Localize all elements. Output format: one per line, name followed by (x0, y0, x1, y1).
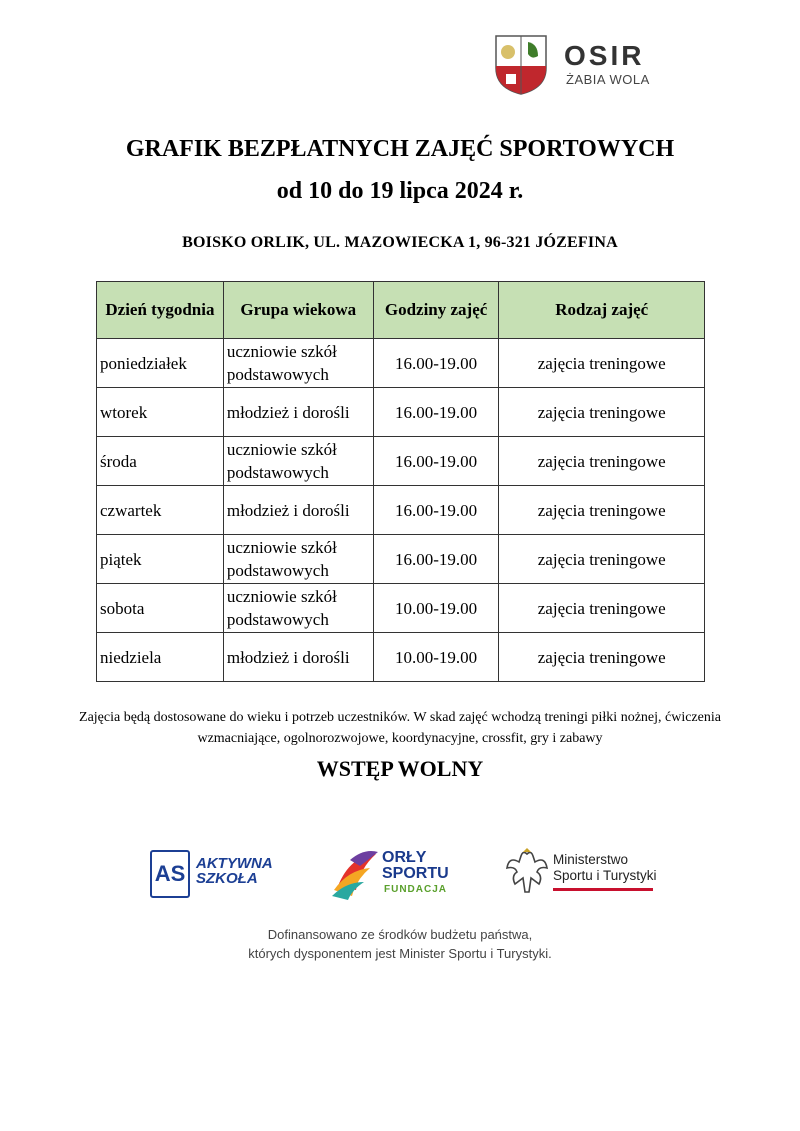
header-group: Grupa wiekowa (223, 282, 373, 339)
table-row (97, 388, 705, 437)
cell-kind: zajęcia treningowe (499, 486, 705, 535)
table-row (97, 339, 705, 388)
cell-group: młodzież i dorośli (223, 486, 373, 535)
cell-day: poniedziałek (97, 339, 224, 388)
orly-line2: SPORTU (382, 865, 449, 882)
osir-logo (564, 40, 664, 90)
ministry-text (553, 852, 657, 884)
ministry-line2: Sportu i Turystyki (553, 868, 657, 883)
sponsor-logos (0, 840, 800, 910)
cell-group: młodzież i dorośli (223, 633, 373, 682)
ministry-line1: Ministerstwo (553, 852, 629, 867)
cell-group: uczniowie szkół podstawowych (223, 535, 373, 584)
table-row (97, 584, 705, 633)
cell-kind: zajęcia treningowe (499, 339, 705, 388)
address: BOISKO ORLIK, UL. MAZOWIECKA 1, 96-321 JÓZEFINA (182, 234, 618, 251)
table-row (97, 535, 705, 584)
white-eagle-emblem-icon (505, 848, 549, 896)
cell-hours: 10.00-19.00 (373, 584, 499, 633)
cell-kind: zajęcia treningowe (499, 535, 705, 584)
orly-fundacja: FUNDACJA (384, 884, 447, 895)
date-range: od 10 do 19 lipca 2024 r. (276, 178, 524, 204)
cell-day: wtorek (97, 388, 224, 437)
table-row (97, 633, 705, 682)
header-hours: Godziny zajęć (373, 282, 499, 339)
coat-of-arms-icon (494, 34, 548, 96)
orly-text (382, 850, 449, 882)
funding-note (0, 925, 800, 963)
cell-day: środa (97, 437, 224, 486)
cell-hours: 16.00-19.00 (373, 388, 499, 437)
cell-kind: zajęcia treningowe (499, 388, 705, 437)
as-line2: SZKOŁA (196, 870, 258, 887)
page-title: GRAFIK BEZPŁATNYCH ZAJĘĆ SPORTOWYCH (125, 136, 675, 162)
cell-day: piątek (97, 535, 224, 584)
aktywna-szkola-logo (150, 850, 273, 900)
table-row (97, 486, 705, 535)
schedule-table (96, 281, 705, 682)
ministry-logo (505, 848, 665, 908)
header-logos (494, 34, 664, 98)
cell-hours: 16.00-19.00 (373, 339, 499, 388)
cell-kind: zajęcia treningowe (499, 584, 705, 633)
header-day: Dzień tygodnia (97, 282, 224, 339)
cell-hours: 16.00-19.00 (373, 535, 499, 584)
table-header-row (97, 282, 705, 339)
cell-hours: 10.00-19.00 (373, 633, 499, 682)
orly-line1: ORŁY (382, 849, 427, 866)
activity-note: Zajęcia będą dostosowane do wieku i potrzeb uczestników. W skad zajęć wchodzą treningi piłki nożnej, ćwiczenia wzmacniające, ogolnorozwojowe, koordynacyjne, crossfit, gry i zabawy (79, 710, 721, 746)
cell-group: uczniowie szkół podstawowych (223, 339, 373, 388)
cell-kind: zajęcia treningowe (499, 633, 705, 682)
table-row (97, 437, 705, 486)
cell-group: młodzież i dorośli (223, 388, 373, 437)
funding-line2: których dysponentem jest Minister Sportu i Turystyki. (248, 946, 552, 961)
eagle-swirl-icon (330, 846, 380, 902)
osir-name: OSIR (564, 40, 645, 71)
cell-hours: 16.00-19.00 (373, 437, 499, 486)
as-line1: AKTYWNA (196, 855, 273, 872)
orly-sportu-logo (330, 846, 450, 906)
osir-location: ŻABIA WOLA (566, 72, 650, 87)
as-text (196, 856, 273, 886)
funding-line1: Dofinansowano ze środków budżetu państwa, (267, 927, 533, 942)
cell-day: sobota (97, 584, 224, 633)
cell-group: uczniowie szkół podstawowych (223, 584, 373, 633)
cell-day: niedziela (97, 633, 224, 682)
cell-day: czwartek (97, 486, 224, 535)
cell-hours: 16.00-19.00 (373, 486, 499, 535)
cell-kind: zajęcia treningowe (499, 437, 705, 486)
header-kind: Rodzaj zajęć (499, 282, 705, 339)
ministry-red-line (553, 888, 653, 891)
free-entry-banner: WSTĘP WOLNY (316, 756, 484, 781)
as-badge: AS (150, 850, 190, 898)
cell-group: uczniowie szkół podstawowych (223, 437, 373, 486)
